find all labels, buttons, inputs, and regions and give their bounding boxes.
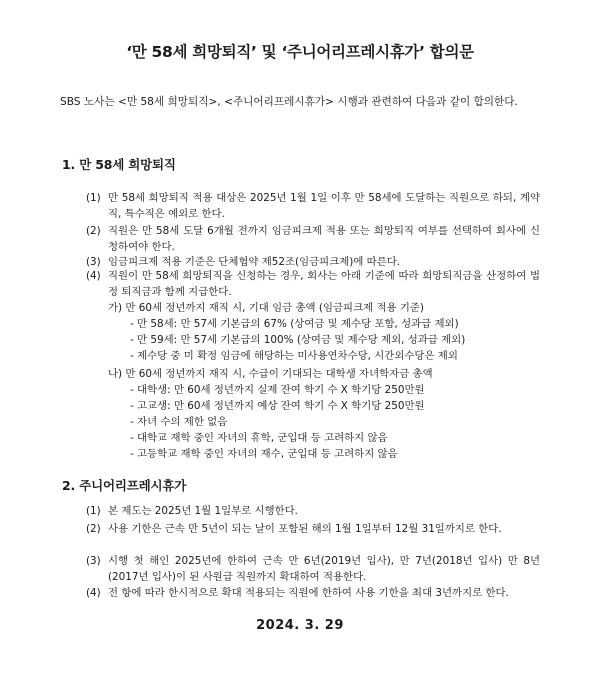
section-1-item-1 xyxy=(86,190,540,223)
agreement-date: 2024. 3. 29 xyxy=(256,618,344,633)
ga-list-item: - 만 58세: 만 57세 기본급의 67% (상여금 및 제수당 포함, 성과급 제외) xyxy=(130,318,459,330)
item-text: 임금피크제 적용 기준은 단체협약 제52조(임금피크제)에 따른다. xyxy=(108,256,401,268)
item-text: 시행 첫 해인 2025년에 한하여 근속 만 6년(2019년 입사), 만 7년(2018년 입사) 만 8년(2017년 입사)이 된 사원급 직원까지 확대하여 적용한다. xyxy=(108,555,540,584)
item-number: (3) xyxy=(86,256,101,268)
item-number: (4) xyxy=(86,270,101,282)
item-number: (4) xyxy=(86,587,101,599)
section-2-item-3 xyxy=(86,553,540,586)
item-text: 전 항에 따라 한시적으로 확대 적용되는 직원에 한하여 사용 기한을 최대 3년까지로 한다. xyxy=(108,587,509,599)
item-number: (1) xyxy=(86,192,101,204)
na-list-item: - 대학교 재학 중인 자녀의 휴학, 군입대 등 고려하지 않음 xyxy=(130,432,388,444)
na-list-item: - 고등학교 재학 중인 자녀의 재수, 군입대 등 고려하지 않음 xyxy=(130,448,398,460)
item-number: (2) xyxy=(86,225,101,237)
section-2-heading: 2. 주니어리프레시휴가 xyxy=(62,478,187,493)
section-1-item-4 xyxy=(86,268,540,301)
intro-paragraph: SBS 노사는 <만 58세 희망퇴직>, <주니어리프레시휴가> 시행과 관련하여 다음과 같이 합의한다. xyxy=(60,96,518,108)
item-number: (3) xyxy=(86,555,101,567)
na-list-item: - 대학생: 만 60세 정년까지 실제 잔여 학기 수 X 학기당 250만원 xyxy=(130,384,425,396)
subsection-ga: 가) 만 60세 정년까지 재직 시, 기대 임금 총액 (임금피크제 적용 기준) xyxy=(108,302,424,314)
subsection-na: 나) 만 60세 정년까지 재직 시, 수급이 기대되는 대학생 자녀학자금 총액 xyxy=(108,368,433,380)
section-2-item-2 xyxy=(86,521,540,537)
item-text: 사용 기한은 근속 만 5년이 되는 날이 포함된 해의 1월 1일부터 12월 31일까지로 한다. xyxy=(108,523,502,535)
ga-list-item: - 제수당 중 미 확정 임금에 해당하는 미사용연차수당, 시간외수당은 제외 xyxy=(130,350,458,362)
section-1-item-2 xyxy=(86,223,540,256)
section-1-heading: 1. 만 58세 희망퇴직 xyxy=(62,157,176,172)
section-2-item-4 xyxy=(86,585,540,601)
item-text: 본 제도는 2025년 1월 1일부로 시행한다. xyxy=(108,505,298,517)
ga-list-item: - 만 59세: 만 57세 기본급의 100% (상여금 및 제수당 제외, 성과급 제외) xyxy=(130,334,466,346)
item-text: 만 58세 희망퇴직 적용 대상은 2025년 1월 1일 이후 만 58세에 도달하는 직원으로 하되, 계약직, 특수직은 예외로 한다. xyxy=(108,192,540,221)
na-list-item: - 고교생: 만 60세 정년까지 예상 잔여 학기 수 X 학기당 250만원 xyxy=(130,400,425,412)
section-2-item-1 xyxy=(86,503,540,519)
item-text: 직원이 만 58세 희망퇴직을 신청하는 경우, 회사는 아래 기준에 따라 희망퇴직금을 산정하여 법정 퇴직금과 함께 지급한다. xyxy=(108,270,540,299)
item-number: (1) xyxy=(86,505,101,517)
na-list-item: - 자녀 수의 제한 없음 xyxy=(130,416,228,428)
item-text: 직원은 만 58세 도달 6개월 전까지 임금피크제 적용 또는 희망퇴직 여부를 선택하여 회사에 신청하여야 한다. xyxy=(108,225,540,254)
document-title: ‘만 58세 희망퇴직’ 및 ‘주니어리프레시휴가’ 합의문 xyxy=(126,43,474,61)
item-number: (2) xyxy=(86,523,101,535)
